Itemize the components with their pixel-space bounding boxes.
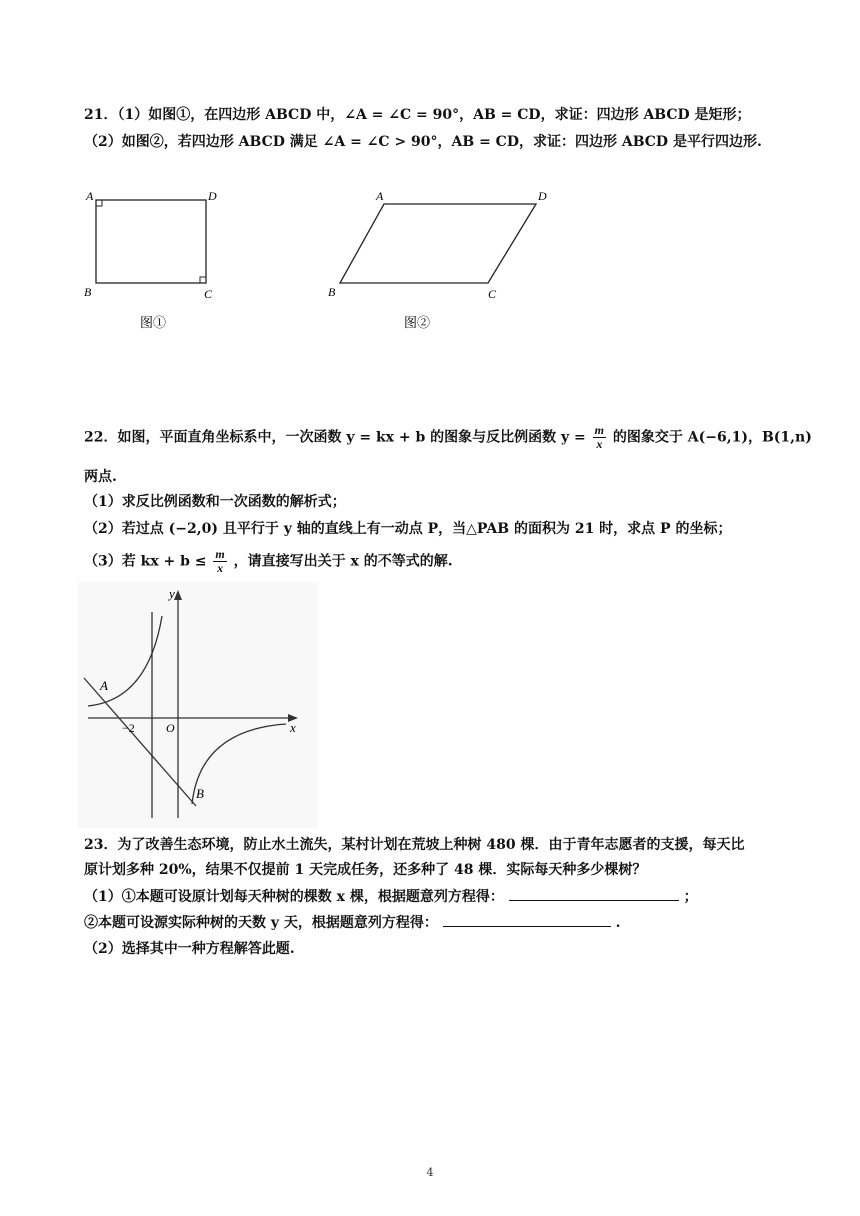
fig2-caption: 图② [404,315,431,330]
fraction-numerator-2: m [215,547,225,561]
graph-tick-minus-2: −2 [122,721,135,735]
fraction-m-over-x [593,424,606,451]
q21-line1: 21．（1）如图①，在四边形 ABCD 中，∠A = ∠C = 90°，AB = CD，求证：四边形 ABCD 是矩形； [84,107,751,123]
graph-x-label: x [290,720,296,735]
fig2-label-b: B [328,285,336,299]
q22-line1-part2: 的图象交于 A(−6,1)，B(1,n) [612,429,812,446]
page-number: 4 [426,1166,434,1179]
answer-blank-2[interactable] [443,912,611,927]
q22-line1-part1: 22．如图，平面直角坐标系中，一次函数 y = kx + b 的图象与反比例函数 y = [84,429,586,446]
q22-line5 [84,548,453,575]
q23-line3 [84,886,698,908]
q23-line4-text: ②本题可设源实际种树的天数 y 天，根据题意列方程得： [84,915,438,931]
q22-line4: （2）若过点 (−2,0) 且平行于 y 轴的直线上有一动点 P，当△PAB 的面积为 21 时，求点 P 的坐标； [84,521,732,537]
q22-line5-part2: ，请直接写出关于 x 的不等式的解. [233,553,453,570]
q22-line5-part1: （3）若 kx + b ≤ [84,553,207,570]
q23-line5: （2）选择其中一种方程解答此题. [84,941,295,957]
q23-line3-end: ； [683,889,698,905]
q23-line3-text: （1）①本题可设原计划每天种树的棵数 x 棵，根据题意列方程得： [84,889,504,905]
fig1-caption: 图① [140,315,167,330]
q23-line4 [84,912,621,934]
graph-y-label: y [169,586,175,601]
fig2-label-d: D [538,189,547,203]
q23-line2: 原计划多种 20%，结果不仅提前 1 天完成任务，还多种了 48 棵．实际每天种多少棵树？ [84,862,647,878]
coordinate-graph [78,582,318,828]
q22-line3: （1）求反比例函数和一次函数的解析式； [84,494,346,510]
fig1-label-c: C [204,287,213,301]
graph-point-b: B [196,786,204,801]
answer-blank-1[interactable] [509,886,679,901]
q23-line4-end: . [615,915,621,931]
graph-origin-label: O [166,721,175,735]
q22-line1 [84,424,812,451]
fraction-m-over-x-2 [213,548,226,575]
fig1-label-b: B [84,285,92,299]
fraction-denominator-2: x [217,561,224,575]
fig2-label-c: C [488,287,497,301]
fig1-label-d: D [208,189,217,203]
fraction-numerator: m [594,423,604,437]
q21-line2: （2）如图②，若四边形 ABCD 满足 ∠A = ∠C > 90°，AB = CD，求证：四边形 ABCD 是平行四边形. [84,134,762,150]
q22-line2: 两点. [84,469,117,485]
fig2-label-a: A [376,189,384,203]
figure-2-parallelogram [322,182,562,340]
fraction-denominator: x [596,437,603,451]
q23-line1: 23．为了改善生态环境，防止水土流失，某村计划在荒坡上种树 480 棵．由于青年志愿者的支援，每天比 [84,837,745,853]
fig1-label-a: A [86,189,94,203]
graph-point-a: A [100,678,108,693]
figure-1-rectangle [78,182,238,340]
